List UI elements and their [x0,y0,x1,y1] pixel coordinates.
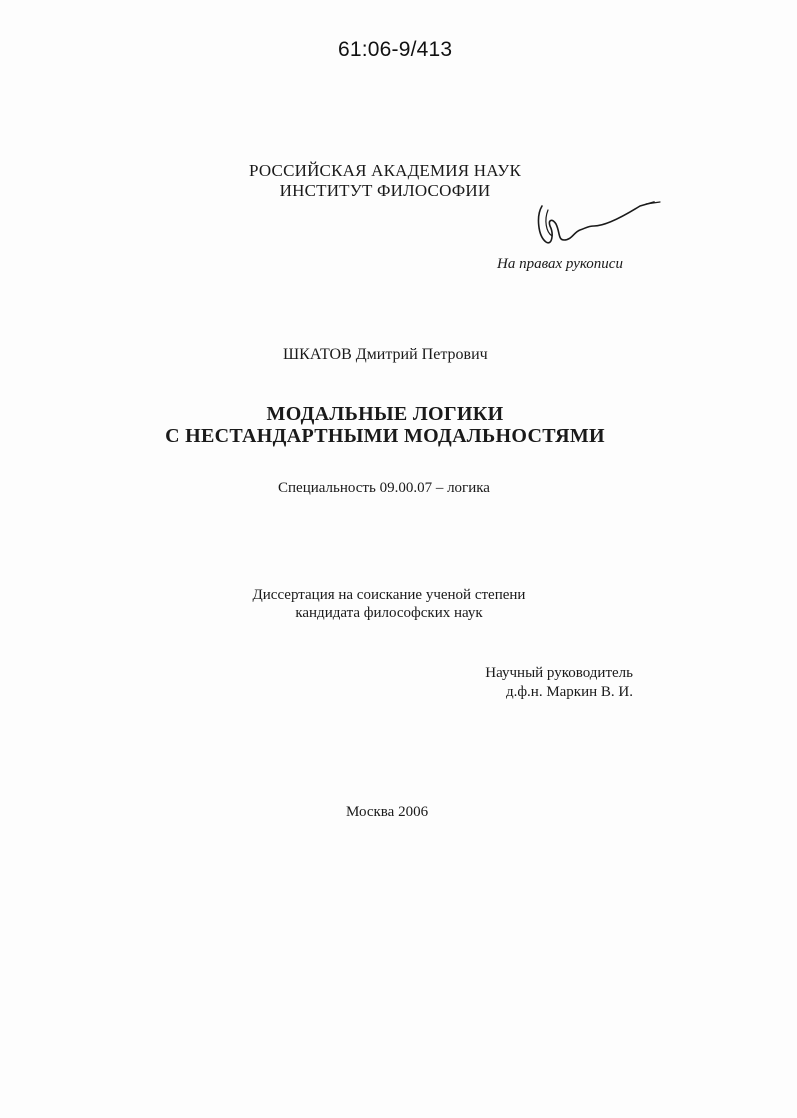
archive-stamp-code: 61:06-9/413 [338,38,453,61]
handwritten-signature [528,196,668,256]
city-year: Москва 2006 [346,804,429,820]
supervisor-role: Научный руководитель [485,665,633,681]
manuscript-rights-note: На правах рукописи [497,256,623,272]
degree-line-1: Диссертация на соискание ученой степени [252,587,526,603]
institute-name: ИНСТИТУТ ФИЛОСОФИИ [279,181,491,200]
degree-line-2: кандидата философских наук [295,605,483,621]
institution-block [0,161,770,201]
speciality-code: Специальность 09.00.07 – логика [278,480,490,496]
supervisor-name: д.ф.н. Маркин В. И. [505,684,633,700]
dissertation-title [0,403,770,447]
title-line-1: МОДАЛЬНЫЕ ЛОГИКИ [266,403,504,425]
author-name: ШКАТОВ Дмитрий Петрович [283,346,488,363]
title-line-2: С НЕСТАНДАРТНЫМИ МОДАЛЬНОСТЯМИ [165,425,605,447]
supervisor-block [470,664,633,702]
degree-statement [224,586,554,622]
academy-name: РОССИЙСКАЯ АКАДЕМИЯ НАУК [248,161,521,180]
